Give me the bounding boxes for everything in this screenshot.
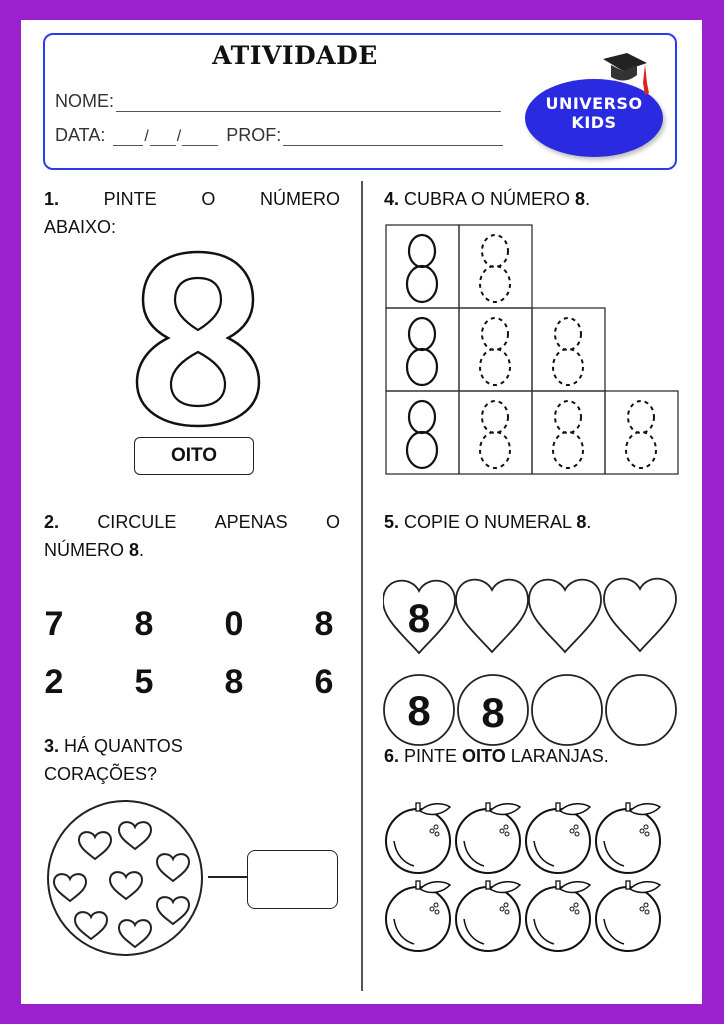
- heart-box: [529, 580, 601, 652]
- name-label: NOME:: [55, 91, 115, 111]
- question-3-heading: 3. HÁ QUANTOS CORAÇÕES?: [44, 736, 183, 784]
- date-day-line[interactable]: [113, 128, 143, 146]
- orange-icon: [596, 881, 660, 951]
- digit[interactable]: 8: [314, 604, 334, 643]
- dashed-8-icon: [480, 235, 510, 302]
- date-slash: /: [176, 128, 182, 145]
- dashed-8-icon: [626, 401, 656, 468]
- heart-digit: 8: [407, 597, 431, 641]
- orange-icon: [596, 803, 660, 873]
- dashed-8-icon: [480, 401, 510, 468]
- dashed-8-icon: [480, 318, 510, 385]
- name-line[interactable]: [116, 94, 501, 112]
- header-box: [43, 33, 677, 170]
- digit[interactable]: 5: [134, 662, 154, 701]
- date-year-line[interactable]: [182, 128, 218, 146]
- heart-box: [604, 579, 676, 651]
- digit[interactable]: 0: [224, 604, 244, 643]
- oranges-grid: [383, 793, 683, 953]
- worksheet: [21, 20, 702, 1004]
- copy-circles-row: [383, 672, 683, 750]
- date-label: DATA:: [55, 125, 106, 145]
- digit-row: [39, 653, 339, 711]
- date-field[interactable]: [55, 125, 503, 146]
- digit[interactable]: 7: [44, 604, 64, 643]
- connector-line: [208, 876, 248, 878]
- circle-box: [606, 675, 676, 745]
- dashed-8-icon: [553, 318, 583, 385]
- question-1-heading: 1. PINTE O NÚMERO ABAIXO:: [44, 189, 340, 237]
- trace-8-grid: [385, 224, 681, 476]
- date-month-line[interactable]: [150, 128, 176, 146]
- orange-icon: [386, 803, 450, 873]
- orange-icon: [386, 881, 450, 951]
- heart-box: [456, 580, 528, 652]
- orange-icon: [456, 881, 520, 951]
- oito-label: OITO: [134, 437, 254, 475]
- question-4-heading: 4. CUBRA O NÚMERO 8.: [384, 189, 591, 209]
- orange-icon: [456, 803, 520, 873]
- circle-box: [532, 675, 602, 745]
- page-title: ATIVIDADE: [212, 41, 378, 70]
- teacher-label: PROF:: [226, 125, 282, 145]
- digit-row: [39, 595, 339, 653]
- teacher-line[interactable]: [283, 128, 503, 146]
- orange-icon: [526, 803, 590, 873]
- dashed-8-icon: [553, 401, 583, 468]
- column-divider: [361, 181, 363, 991]
- digit[interactable]: 8: [134, 604, 154, 643]
- digit-grid: [39, 595, 339, 711]
- logo-text: UNIVERSO KIDS: [545, 94, 643, 132]
- question-2-heading: 2. CIRCULE APENAS O NÚMERO 8.: [44, 512, 340, 560]
- solid-8-icon: [407, 318, 437, 385]
- solid-8-icon: [407, 235, 437, 302]
- circle-digit: 8: [407, 687, 431, 734]
- digit[interactable]: 2: [44, 662, 64, 701]
- question-6-heading: 6. PINTE OITO LARANJAS.: [384, 746, 609, 766]
- heart-count-answer-box[interactable]: [247, 850, 338, 909]
- date-slash: /: [144, 128, 149, 145]
- big-number-8-outline[interactable]: [133, 248, 263, 428]
- hearts-circle: [43, 798, 213, 958]
- graduation-cap-icon: [597, 53, 651, 103]
- question-5-heading: 5. COPIE O NUMERAL 8.: [384, 512, 592, 532]
- circle-digit: 8: [481, 689, 505, 736]
- digit[interactable]: 6: [314, 662, 334, 701]
- solid-8-icon: [407, 401, 437, 468]
- copy-hearts-row: [383, 575, 683, 655]
- digit[interactable]: 8: [224, 662, 244, 701]
- name-field[interactable]: [55, 91, 501, 112]
- orange-icon: [526, 881, 590, 951]
